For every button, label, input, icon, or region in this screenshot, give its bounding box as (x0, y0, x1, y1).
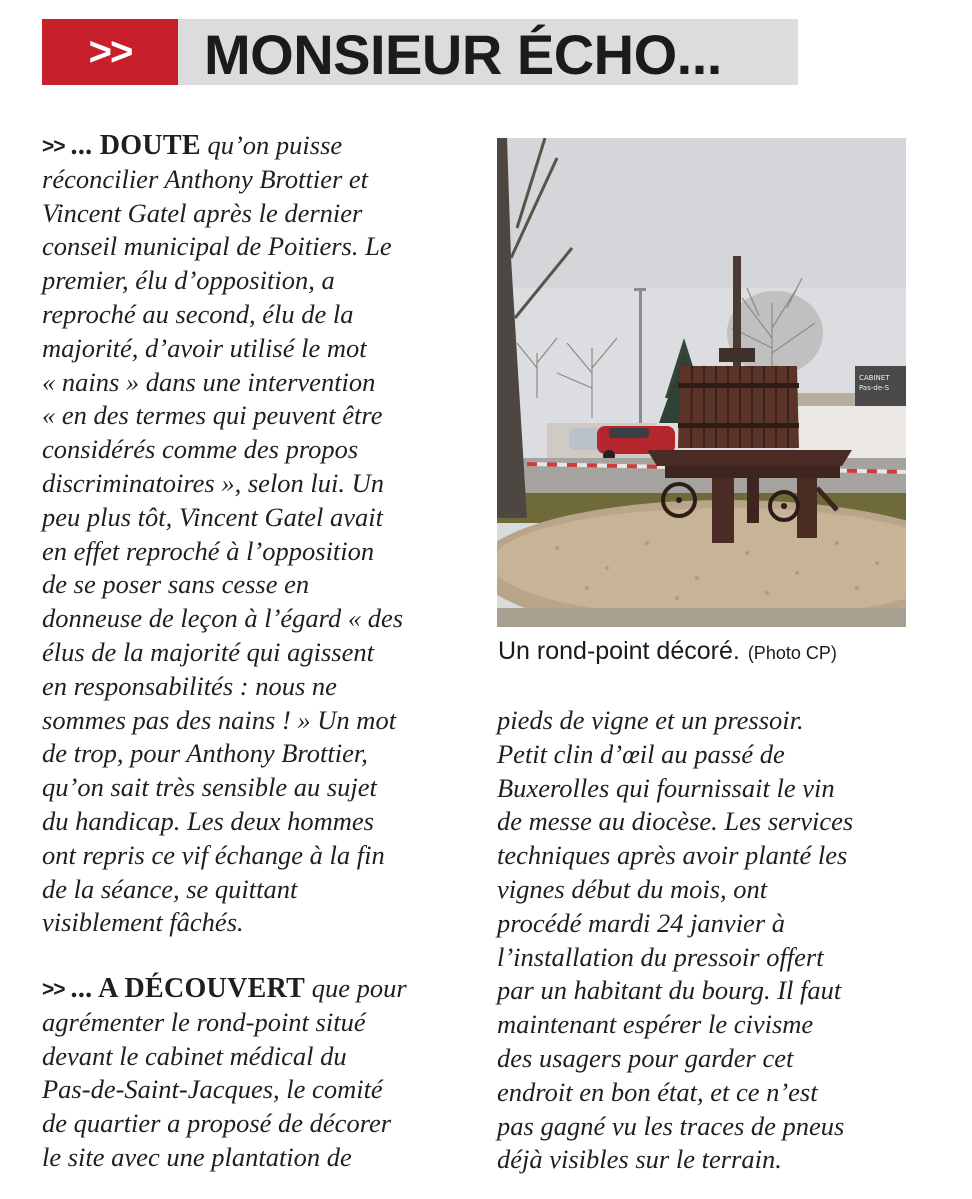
article-1-line: discriminatoires », selon lui. Un (42, 467, 385, 498)
article-2-line: pieds de vigne et un pressoir. (497, 705, 804, 735)
article-2-line: l’installation du pressoir offert (497, 941, 824, 972)
article-1-line: peu plus tôt, Vincent Gatel avait (42, 501, 383, 532)
article-1-line: de la séance, se quittant (42, 873, 298, 904)
article-1-keyword: ... DOUTE (70, 130, 201, 161)
article-1-line: qu’on sait très sensible au sujet (42, 772, 377, 803)
article-2-line: Petit clin d’œil au passé de (497, 738, 785, 769)
article-1-line: en effet reproché à l’opposition (42, 535, 375, 566)
article-1-line: élus de la majorité qui agissent (42, 636, 374, 667)
article-1 (42, 129, 472, 940)
article-1-line: « en des termes qui peuvent être (42, 400, 383, 431)
article-2-line (42, 972, 472, 1006)
article-1-line: « nains » dans une intervention (42, 366, 376, 397)
article-1-text: qu’on puisse (200, 130, 343, 160)
article-2-text: que pour (305, 973, 407, 1003)
article-2-line: le site avec une plantation de (42, 1141, 352, 1172)
section-badge-arrows: >> (88, 30, 132, 74)
article-1-line: de se poser sans cesse en (42, 569, 310, 600)
wine-press-photo (497, 138, 906, 627)
article-2-line: maintenant espérer le civisme (497, 1009, 814, 1040)
article-2-arrows: >> (42, 978, 65, 1001)
article-1-line: sommes pas des nains ! » Un mot (42, 704, 397, 735)
article-2-line: des usagers pour garder cet (497, 1042, 794, 1073)
article-1-line: visiblement fâchés. (42, 907, 244, 938)
article-2-line: de messe au diocèse. Les services (497, 806, 854, 837)
article-2-line: procédé mardi 24 janvier à (497, 907, 786, 938)
article-1-line: du handicap. Les deux hommes (42, 805, 374, 836)
article-1-line: considérés comme des propos (42, 434, 359, 465)
article-1-line: Vincent Gatel après le dernier (42, 197, 363, 228)
article-1-line: donneuse de leçon à l’égard « des (42, 603, 404, 634)
article-2-line: par un habitant du bourg. Il faut (497, 975, 842, 1006)
article-1-line: en responsabilités : nous ne (42, 670, 337, 701)
article-1-line: premier, élu d’opposition, a (42, 265, 335, 296)
article-1-line: réconcilier Anthony Brottier et (42, 163, 369, 194)
article-1-line: reproché au second, élu de la (42, 298, 354, 329)
article-2-line: Buxerolles qui fournissait le vin (497, 772, 835, 803)
article-2-line: endroit en bon état, et ce n’est (497, 1076, 818, 1107)
section-badge (42, 19, 178, 85)
article-2-line: agrémenter le rond-point situé (42, 1006, 366, 1037)
section-header (178, 19, 798, 85)
section-title: MONSIEUR ÉCHO... (204, 23, 722, 86)
article-2-right (497, 704, 927, 1177)
article-2-line: devant le cabinet médical du (42, 1040, 347, 1071)
article-2-line: de quartier a proposé de décorer (42, 1108, 392, 1139)
article-2-line: déjà visibles sur le terrain. (497, 1144, 782, 1175)
article-1-line: majorité, d’avoir utilisé le mot (42, 332, 367, 363)
article-2-line: techniques après avoir planté les (497, 840, 848, 871)
article-1-line: conseil municipal de Poitiers. Le (42, 231, 392, 262)
article-2-line: pas gagné vu les traces de pneus (497, 1110, 845, 1141)
article-1-line (42, 129, 472, 163)
article-1-line: de trop, pour Anthony Brottier, (42, 738, 368, 769)
photo-caption (498, 637, 837, 666)
cabinet-sign-text: CABINET (859, 374, 890, 382)
article-2-keyword: ... A DÉCOUVERT (70, 973, 306, 1004)
article-2-line: vignes début du mois, ont (497, 873, 768, 904)
photo-caption-text: Un rond-point décoré. (498, 637, 740, 665)
photo-illustration (497, 138, 906, 627)
article-1-line: ont repris ce vif échange à la fin (42, 839, 385, 870)
article-2-line: Pas-de-Saint-Jacques, le comité (42, 1074, 383, 1105)
article-1-arrows: >> (42, 135, 65, 158)
article-2-left (42, 972, 472, 1175)
cabinet-sign-text-2: Pas-de-S (859, 384, 890, 392)
photo-credit: (Photo CP) (747, 643, 837, 663)
